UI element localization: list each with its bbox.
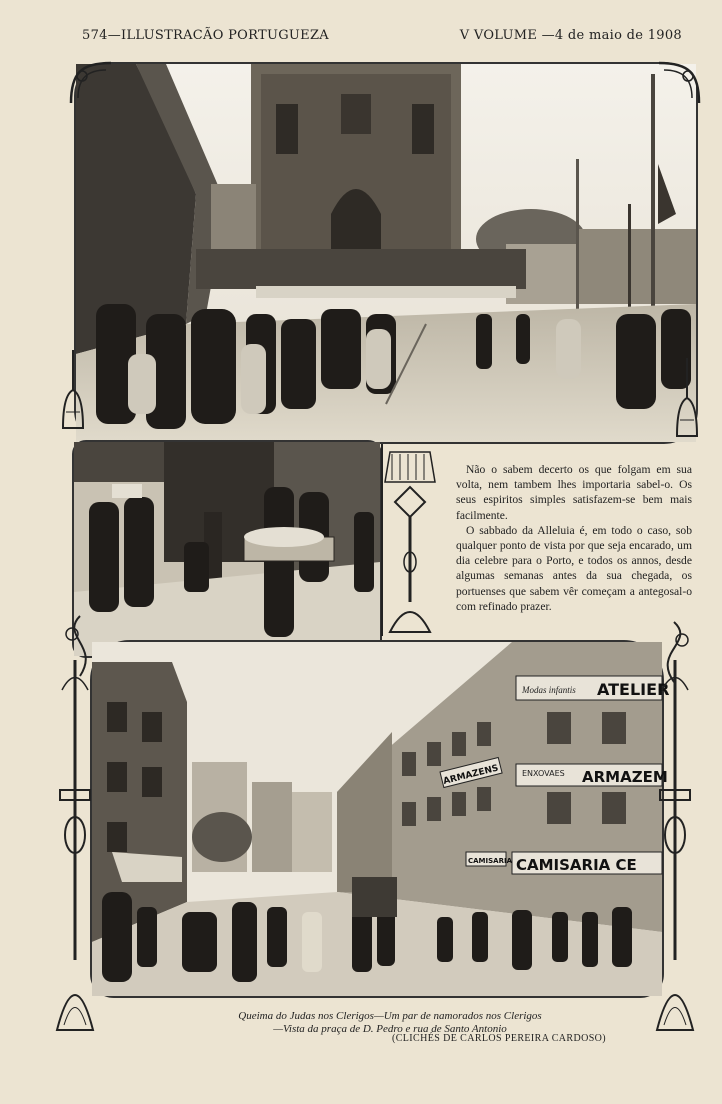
bottom-photo (92, 642, 670, 996)
column-ornament-left-icon (52, 660, 98, 1040)
article-paragraph-2: O sabbado da Alleluia é, em todo o caso, sob qualquer ponto de vista por que seja encarado, um dia celebre para o Porto, e todos os annos, desde algumas semanas antes da sua chegada, os portuenses que sabem vêr começam a antegosal-o com refinado prazer. (456, 523, 692, 613)
bell-ornament-left-icon (58, 350, 88, 432)
bottom-photo-frame (90, 640, 670, 998)
article-paragraph-1: Não o sabem decerto os que folgam em sua volta, nem tambem lhes importaria sabel-o. Os seus espiritos simples satisfazem-se bem mais facilmente. (456, 463, 692, 522)
top-photo-frame (74, 62, 698, 444)
lamp-ornament-icon (380, 442, 440, 636)
sign-modas: Modas infantis (522, 685, 576, 695)
sign-atelier: ATELIER (597, 680, 670, 699)
middle-photo-frame (72, 440, 382, 658)
header-left: 574—ILLUSTRACÃO PORTUGUEZA (82, 28, 329, 43)
page-header (82, 28, 682, 48)
article-text (456, 462, 692, 614)
sign-camisaria: CAMISARIA CE (516, 856, 637, 874)
sign-armazem: ARMAZEM (582, 768, 668, 786)
caption-line-1: Queima do Judas nos Clerigos—Um par de namorados nos Clerigos (238, 1010, 542, 1022)
sign-camisaria-small: CAMISARIA (468, 857, 512, 865)
corner-ornament-top-left-icon (66, 58, 116, 108)
sign-armazens-small: ARMAZENS (442, 763, 500, 787)
sign-enxovaes: ENXOVAES (522, 769, 565, 778)
header-right: V VOLUME —4 de maio de 1908 (459, 28, 682, 43)
top-photo (76, 64, 696, 442)
middle-photo (74, 442, 380, 656)
photo-credit: (CLICHÉS DE CARLOS PEREIRA CARDOSO) (392, 1033, 607, 1044)
corner-ornament-top-right-icon (654, 58, 704, 108)
caption-line-2: —Vista da praça de D. Pedro e rua de Santo Antonio (273, 1023, 507, 1035)
bell-ornament-right-icon (672, 358, 702, 440)
column-ornament-right-icon (652, 660, 698, 1040)
